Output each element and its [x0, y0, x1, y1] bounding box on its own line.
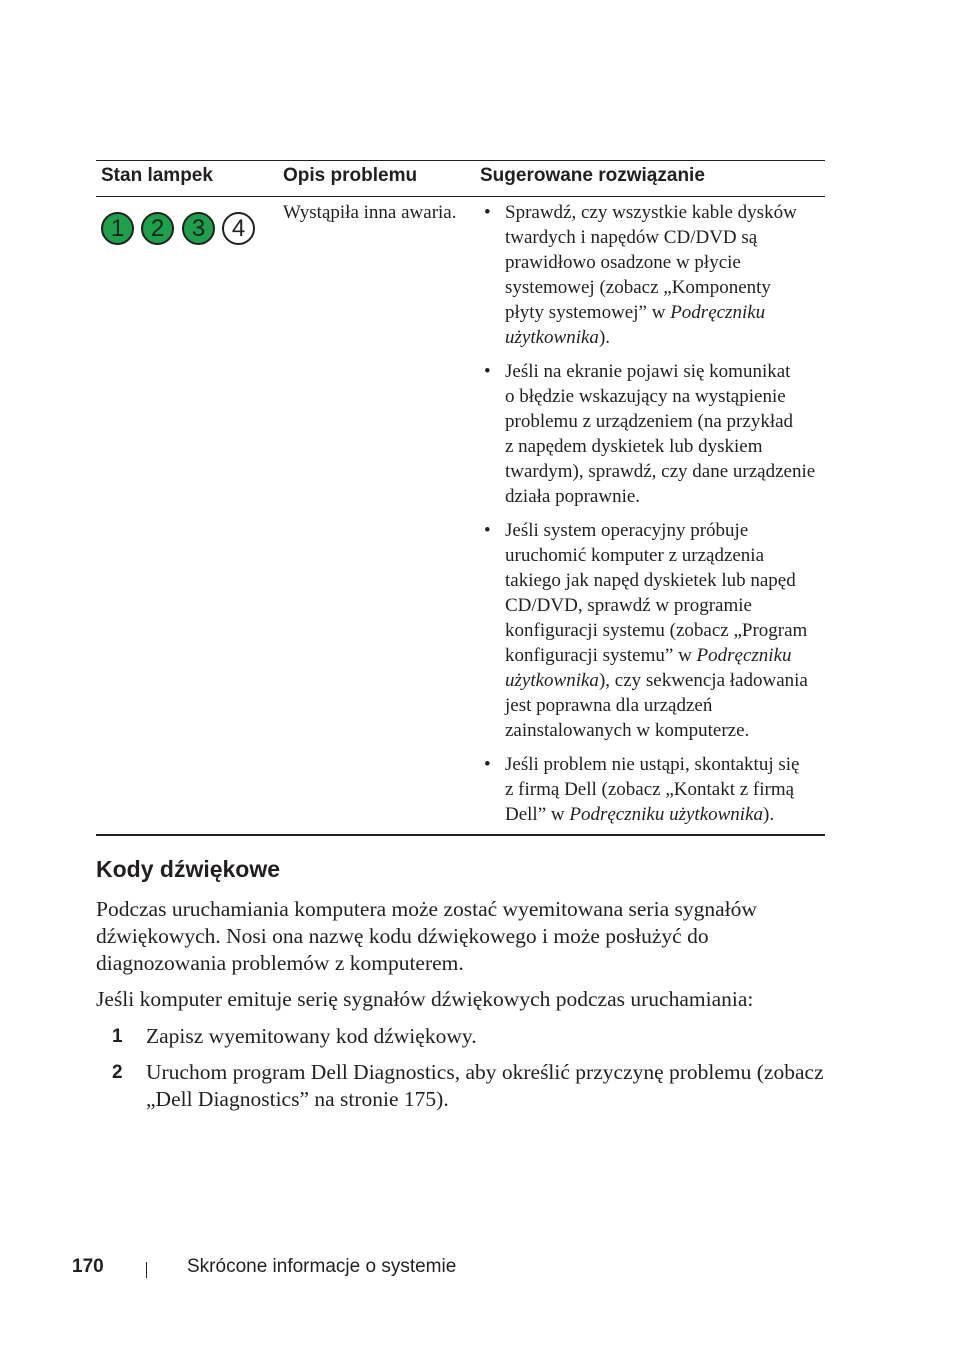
- condition-paragraph: [96, 986, 753, 1013]
- solution-line: o błędzie wskazujący na wystąpienie: [505, 386, 786, 407]
- header-light-status: Stan lampek: [101, 165, 213, 186]
- solution-line: konfiguracji systemu” w Podręczniku: [505, 645, 792, 666]
- solution-line: systemowej (zobacz „Komponenty: [505, 277, 771, 298]
- solution-line: Jeśli problem nie ustąpi, skontaktuj się: [505, 754, 800, 775]
- light-3-icon: 3: [182, 212, 215, 245]
- solution-list: [484, 200, 829, 836]
- table-header-rule: [96, 196, 825, 197]
- solution-line: problemu z urządzeniem (na przykład: [505, 411, 794, 432]
- bullet-icon: •: [484, 754, 491, 775]
- solution-line: użytkownika).: [505, 327, 611, 348]
- paragraph-line: dźwiękowych. Nosi ona nazwę kodu dźwiękowego i może posłużyć do: [96, 924, 709, 948]
- manual-reference: Podręczniku: [696, 645, 792, 666]
- light-2-icon: 2: [141, 212, 174, 245]
- intro-paragraph: [96, 896, 757, 977]
- solution-item: [484, 518, 829, 743]
- solution-line: użytkownika), czy sekwencja ładowania: [505, 670, 808, 691]
- manual-reference: użytkownika: [505, 327, 599, 348]
- paragraph-line: Jeśli komputer emituje serię sygnałów dźwiękowych podczas uruchamiania:: [96, 987, 754, 1011]
- section-heading: Kody dźwiękowe: [96, 856, 281, 882]
- manual-reference: Podręczniku: [670, 302, 766, 323]
- solution-item: [484, 752, 829, 827]
- step-text: „Dell Diagnostics” na stronie 175).: [146, 1087, 449, 1111]
- solution-line: prawidłowo osadzone w płycie: [505, 252, 741, 273]
- solution-line: zainstalowanych w komputerze.: [505, 720, 750, 741]
- page-number: 170: [72, 1256, 104, 1277]
- header-problem-description: Opis problemu: [283, 165, 418, 186]
- solution-line: Sprawdź, czy wszystkie kable dysków: [505, 202, 797, 223]
- table-bottom-rule: [96, 834, 825, 836]
- bullet-icon: •: [484, 361, 491, 382]
- solution-line: Jeśli system operacyjny próbuje: [505, 520, 749, 541]
- solution-line: płyty systemowej” w Podręczniku: [505, 302, 766, 323]
- step-number: 1: [112, 1026, 123, 1047]
- solution-line: takiego jak napęd dyskietek lub napęd: [505, 570, 796, 591]
- step-text: Uruchom program Dell Diagnostics, aby określić przyczynę problemu (zobacz: [146, 1060, 824, 1084]
- light-4-icon: 4: [222, 212, 255, 245]
- paragraph-line: Podczas uruchamiania komputera może zostać wyemitowana seria sygnałów: [96, 897, 757, 921]
- solution-line: Jeśli na ekranie pojawi się komunikat: [505, 361, 791, 382]
- solution-line: twardym), sprawdź, czy dane urządzenie: [505, 461, 816, 482]
- step-number: 2: [112, 1062, 123, 1083]
- problem-description: Wystąpiła inna awaria.: [283, 202, 457, 223]
- solution-line: uruchomić komputer z urządzenia: [505, 545, 765, 566]
- solution-line: konfiguracji systemu (zobacz „Program: [505, 620, 808, 641]
- bullet-icon: •: [484, 202, 491, 223]
- footer-title: Skrócone informacje o systemie: [187, 1256, 457, 1277]
- manual-reference: Podręczniku użytkownika: [569, 804, 764, 825]
- footer-divider: [146, 1262, 147, 1278]
- solution-line: jest poprawna dla urządzeń: [505, 695, 713, 716]
- solution-line: z napędem dyskietek lub dyskiem: [505, 436, 763, 457]
- solution-item: [484, 359, 829, 509]
- solution-line: twardych i napędów CD/DVD są: [505, 227, 758, 248]
- table-top-rule: [96, 160, 825, 161]
- step-text: Zapisz wyemitowany kod dźwiękowy.: [146, 1024, 477, 1048]
- solution-line: CD/DVD, sprawdź w programie: [505, 595, 752, 616]
- solution-item: [484, 200, 829, 350]
- bullet-icon: •: [484, 520, 491, 541]
- solution-line: działa poprawnie.: [505, 486, 641, 507]
- manual-reference: użytkownika: [505, 670, 599, 691]
- solution-line: z firmą Dell (zobacz „Kontakt z firmą: [505, 779, 795, 800]
- header-suggested-solution: Sugerowane rozwiązanie: [480, 165, 705, 186]
- solution-line: Dell” w Podręczniku użytkownika).: [505, 804, 775, 825]
- light-1-icon: 1: [101, 212, 134, 245]
- paragraph-line: diagnozowania problemów z komputerem.: [96, 951, 464, 975]
